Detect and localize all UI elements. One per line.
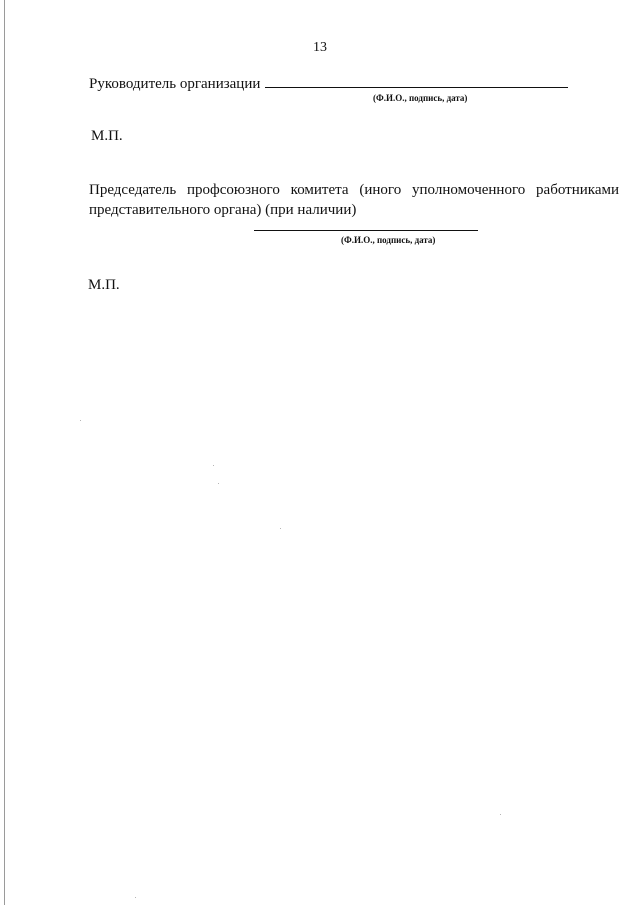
scan-speck — [280, 528, 281, 529]
chair-label: Председатель профсоюзного комитета (иного уполномоченного работниками представительного органа) (при наличии) — [89, 182, 619, 218]
scan-page-edge — [4, 0, 5, 905]
scan-speck — [500, 814, 501, 815]
head-signature-caption: (Ф.И.О., подпись, дата) — [373, 93, 468, 103]
scan-speck — [80, 420, 81, 421]
head-label: Руководитель организации — [89, 76, 261, 92]
chair-signature-caption: (Ф.И.О., подпись, дата) — [341, 235, 436, 245]
scan-speck — [218, 483, 219, 484]
head-signature-line — [265, 72, 568, 88]
seal-placeholder-1: М.П. — [91, 128, 123, 144]
scan-speck — [135, 897, 136, 898]
scan-speck — [213, 465, 214, 466]
head-signature-row — [89, 72, 579, 94]
chair-signature-line — [254, 230, 478, 231]
page-number: 13 — [313, 40, 327, 55]
seal-placeholder-2: М.П. — [88, 277, 120, 293]
